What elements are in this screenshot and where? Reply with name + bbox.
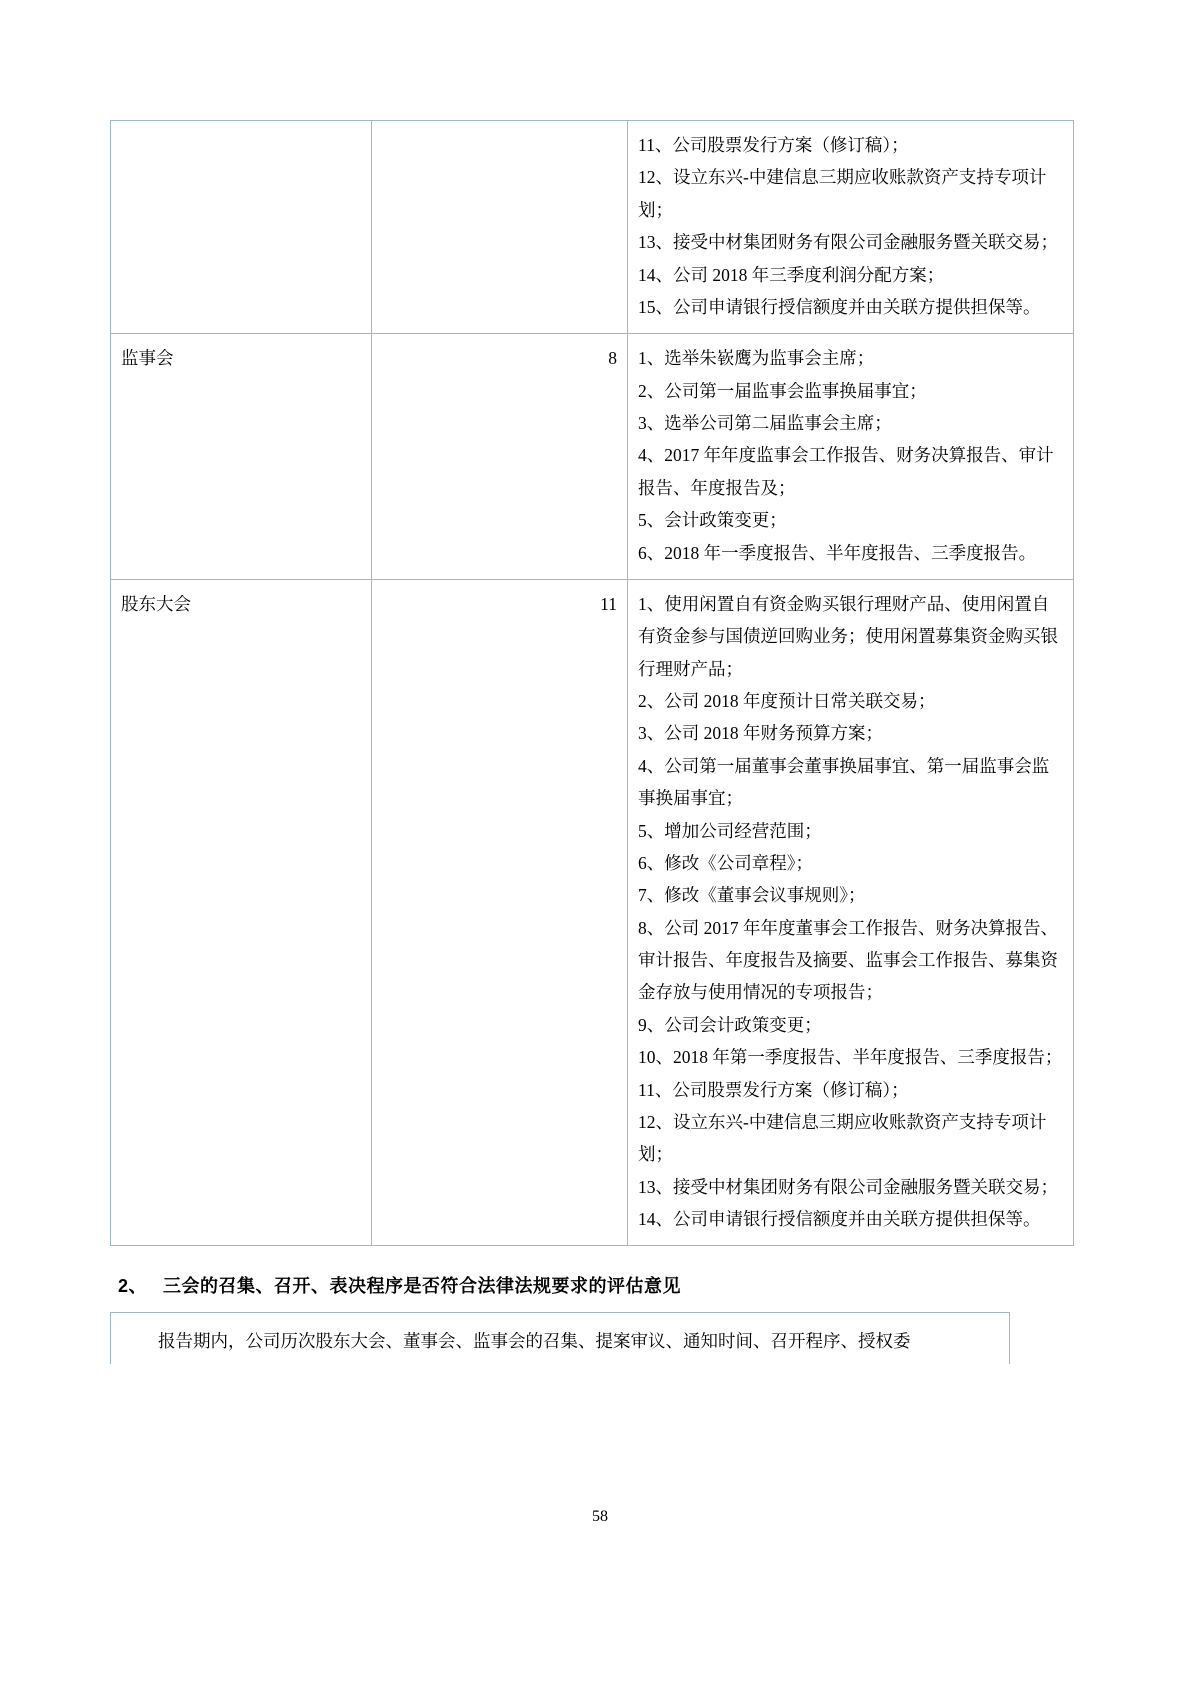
row-resolution-list — [628, 121, 1074, 334]
row-body-name: 股东大会 — [111, 579, 372, 1246]
page-number: 58 — [592, 1508, 608, 1525]
list-item: 5、增加公司经营范围； — [638, 820, 822, 841]
list-item: 2、公司 2018 年度预计日常关联交易； — [638, 691, 936, 711]
evaluation-paragraph-text: 报告期内，公司历次股东大会、董事会、监事会的召集、提案审议、通知时间、召开程序、授权委 — [158, 1331, 911, 1352]
row-meeting-count: 11 — [372, 579, 628, 1246]
section-number: 2、 — [118, 1276, 148, 1297]
row-body-name — [111, 121, 372, 334]
list-item: 12、设立东兴-中建信息三期应收账款资产支持专项计划； — [638, 1111, 1047, 1165]
list-item: 5、会计政策变更； — [638, 510, 787, 531]
evaluation-paragraph-cell — [111, 1313, 1010, 1364]
list-item: 14、公司 2018 年三季度利润分配方案； — [638, 264, 945, 285]
list-item: 9、公司会计政策变更； — [638, 1014, 822, 1035]
list-item: 6、2018 年一季度报告、半年度报告、三季度报告。 — [638, 542, 1037, 563]
row-meeting-count: 8 — [372, 334, 628, 580]
list-item: 8、公司 2017 年年度董事会工作报告、财务决算报告、审计报告、年度报告及摘要、监事会工作报告、募集资金存放与使用情况的专项报告； — [638, 917, 1058, 1003]
table-row — [111, 121, 1074, 334]
table-row — [111, 334, 1074, 580]
list-item: 12、设立东兴-中建信息三期应收账款资产支持专项计划； — [638, 167, 1047, 220]
list-item: 4、公司第一届董事会董事换届事宜、第一届监事会监事换届事宜； — [638, 755, 1050, 809]
row-resolution-list — [628, 334, 1074, 580]
list-item: 1、选举朱嵚鹰为监事会主席； — [638, 348, 875, 369]
table-row — [111, 1313, 1010, 1364]
list-item: 10、2018 年第一季度报告、半年度报告、三季度报告； — [638, 1047, 1063, 1068]
meetings-table — [110, 120, 1074, 1246]
list-item: 7、修改《董事会议事规则》； — [638, 885, 866, 906]
table-row — [111, 579, 1074, 1246]
section-title: 三会的召集、召开、表决程序是否符合法律法规要求的评估意见 — [163, 1276, 682, 1297]
list-item: 3、公司 2018 年财务预算方案； — [638, 723, 883, 744]
list-item: 2、公司第一届监事会监事换届事宜； — [638, 380, 927, 401]
list-item: 11、公司股票发行方案（修订稿）； — [638, 1079, 909, 1100]
row-meeting-count — [372, 121, 628, 334]
list-item: 11、公司股票发行方案（修订稿）； — [638, 135, 909, 155]
list-item: 14、公司申请银行授信额度并由关联方提供担保等。 — [638, 1209, 1041, 1229]
list-item: 3、选举公司第二届监事会主席； — [638, 413, 892, 433]
list-item: 6、修改《公司章程》； — [638, 852, 813, 873]
list-item: 13、接受中材集团财务有限公司金融服务暨关联交易； — [638, 232, 1058, 253]
list-item: 15、公司申请银行授信额度并由关联方提供担保等。 — [638, 296, 1041, 317]
list-item: 13、接受中材集团财务有限公司金融服务暨关联交易； — [638, 1176, 1058, 1197]
list-item: 4、2017 年年度监事会工作报告、财务决算报告、审计报告、年度报告及； — [638, 445, 1054, 498]
row-resolution-list — [628, 579, 1074, 1246]
section-heading — [110, 1272, 1090, 1298]
list-item: 1、使用闲置自有资金购买银行理财产品、使用闲置自有资金参与国债逆回购业务；使用闲置募集资金购买银行理财产品； — [638, 593, 1058, 679]
evaluation-paragraph-table — [110, 1312, 1010, 1363]
row-body-name: 监事会 — [111, 334, 372, 580]
